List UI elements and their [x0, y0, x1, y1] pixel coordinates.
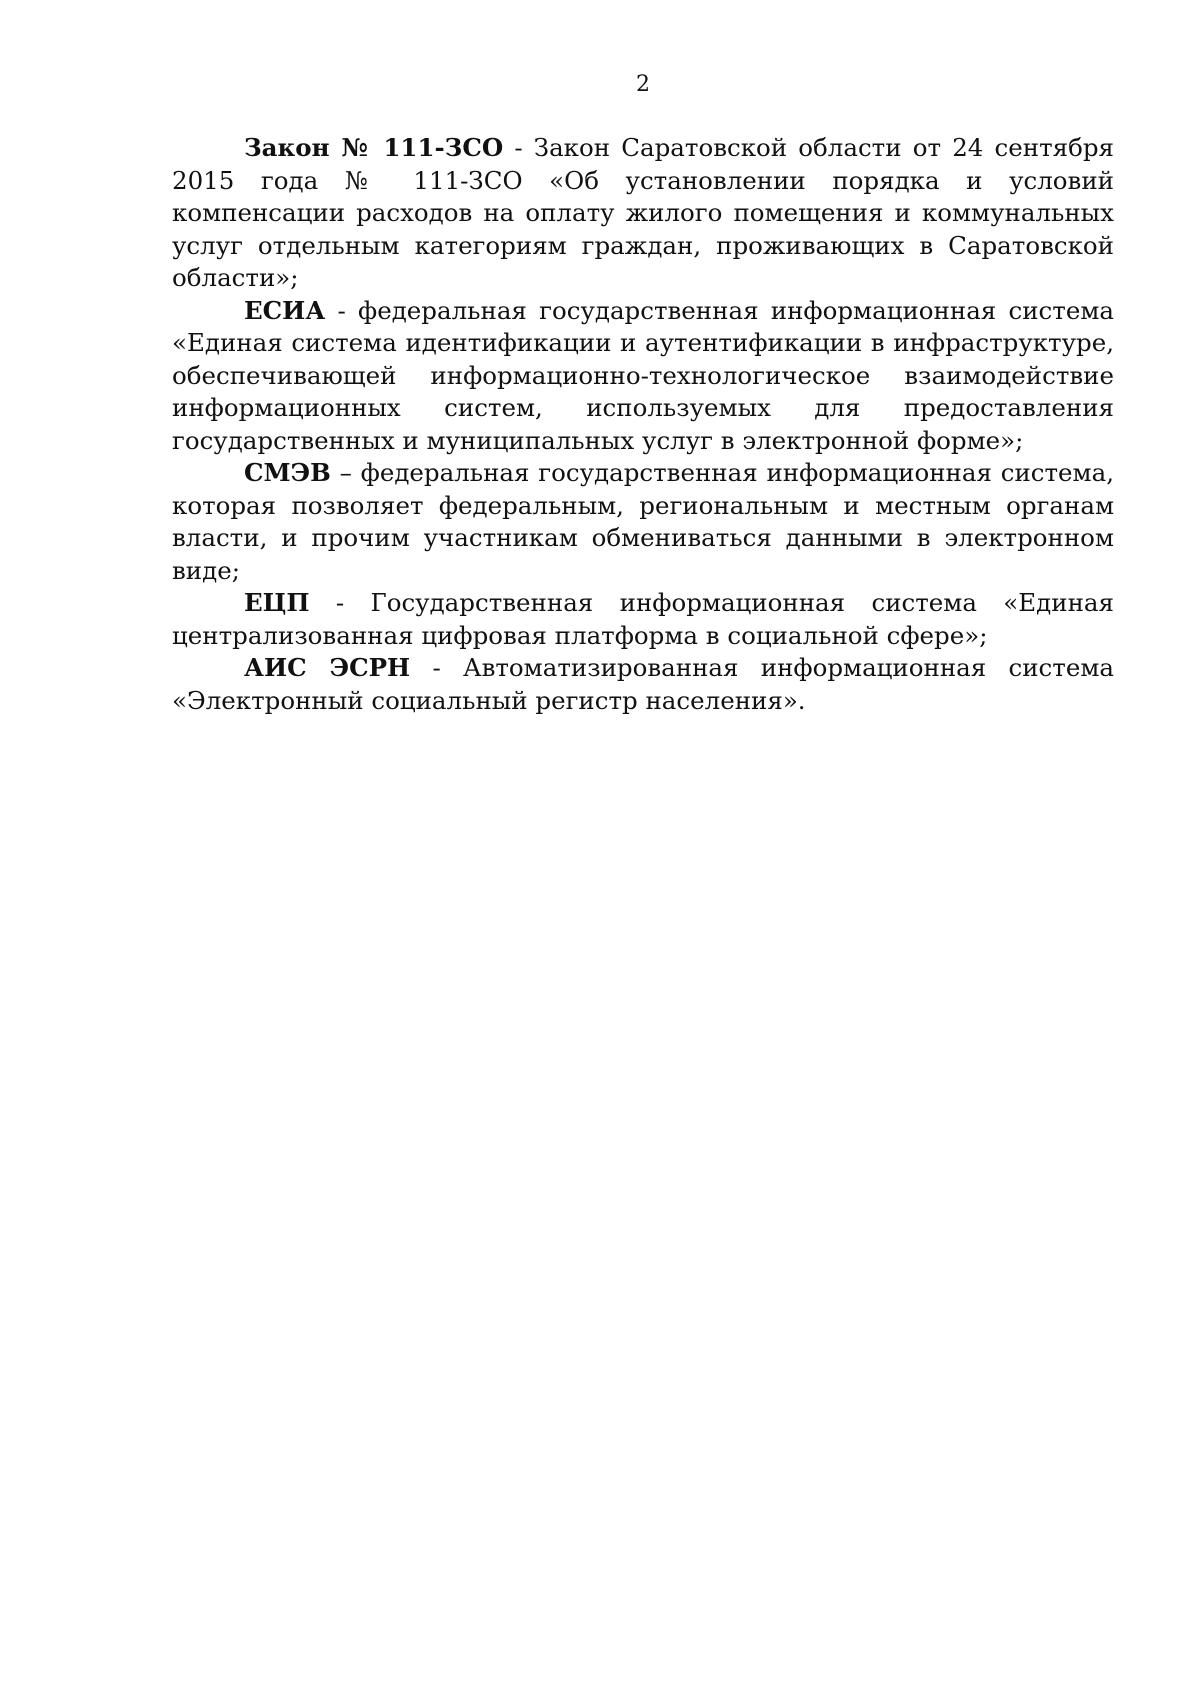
definition-term: СМЭВ	[244, 458, 331, 487]
definitions-list	[172, 132, 1114, 717]
definition-term: ЕЦП	[244, 588, 310, 617]
definition-text: - Закон Саратовской области от 24 сентября 2015 года № 111-ЗСО «Об установлении порядка и условий компенсации расходов на оплату жилого помещения и коммунальных услуг отдельным категориям граждан, проживающих в Саратовской области»;	[172, 133, 1114, 292]
definition-term: Закон № 111-ЗСО	[244, 133, 504, 162]
definition-text: - федеральная государственная информационная система «Единая система идентификации и аутентификации в инфраструктуре, обеспечивающей информационно-технологическое взаимодействие информационных систем, используемых для предоставления государственных и муниципальных услуг в электронной форме»;	[172, 295, 1114, 455]
definition-paragraph	[172, 457, 1114, 587]
definition-paragraph	[172, 295, 1114, 458]
definition-text: - Автоматизированная информационная система «Электронный социальный регистр населения».	[172, 653, 1114, 715]
definition-term: АИС ЭСРН	[244, 653, 411, 682]
definition-paragraph	[172, 652, 1114, 717]
page-number: 2	[636, 72, 650, 97]
definition-paragraph	[172, 587, 1114, 652]
definition-paragraph	[172, 132, 1114, 295]
definition-term: ЕСИА	[244, 295, 326, 325]
definition-text: - Государственная информационная система «Единая централизованная цифровая платформа в социальной сфере»;	[172, 588, 1114, 650]
definition-text: – федеральная государственная информационная система, которая позволяет федеральным, региональным и местным органам власти, и прочим участникам обмениваться данными в электронном виде;	[172, 458, 1114, 585]
